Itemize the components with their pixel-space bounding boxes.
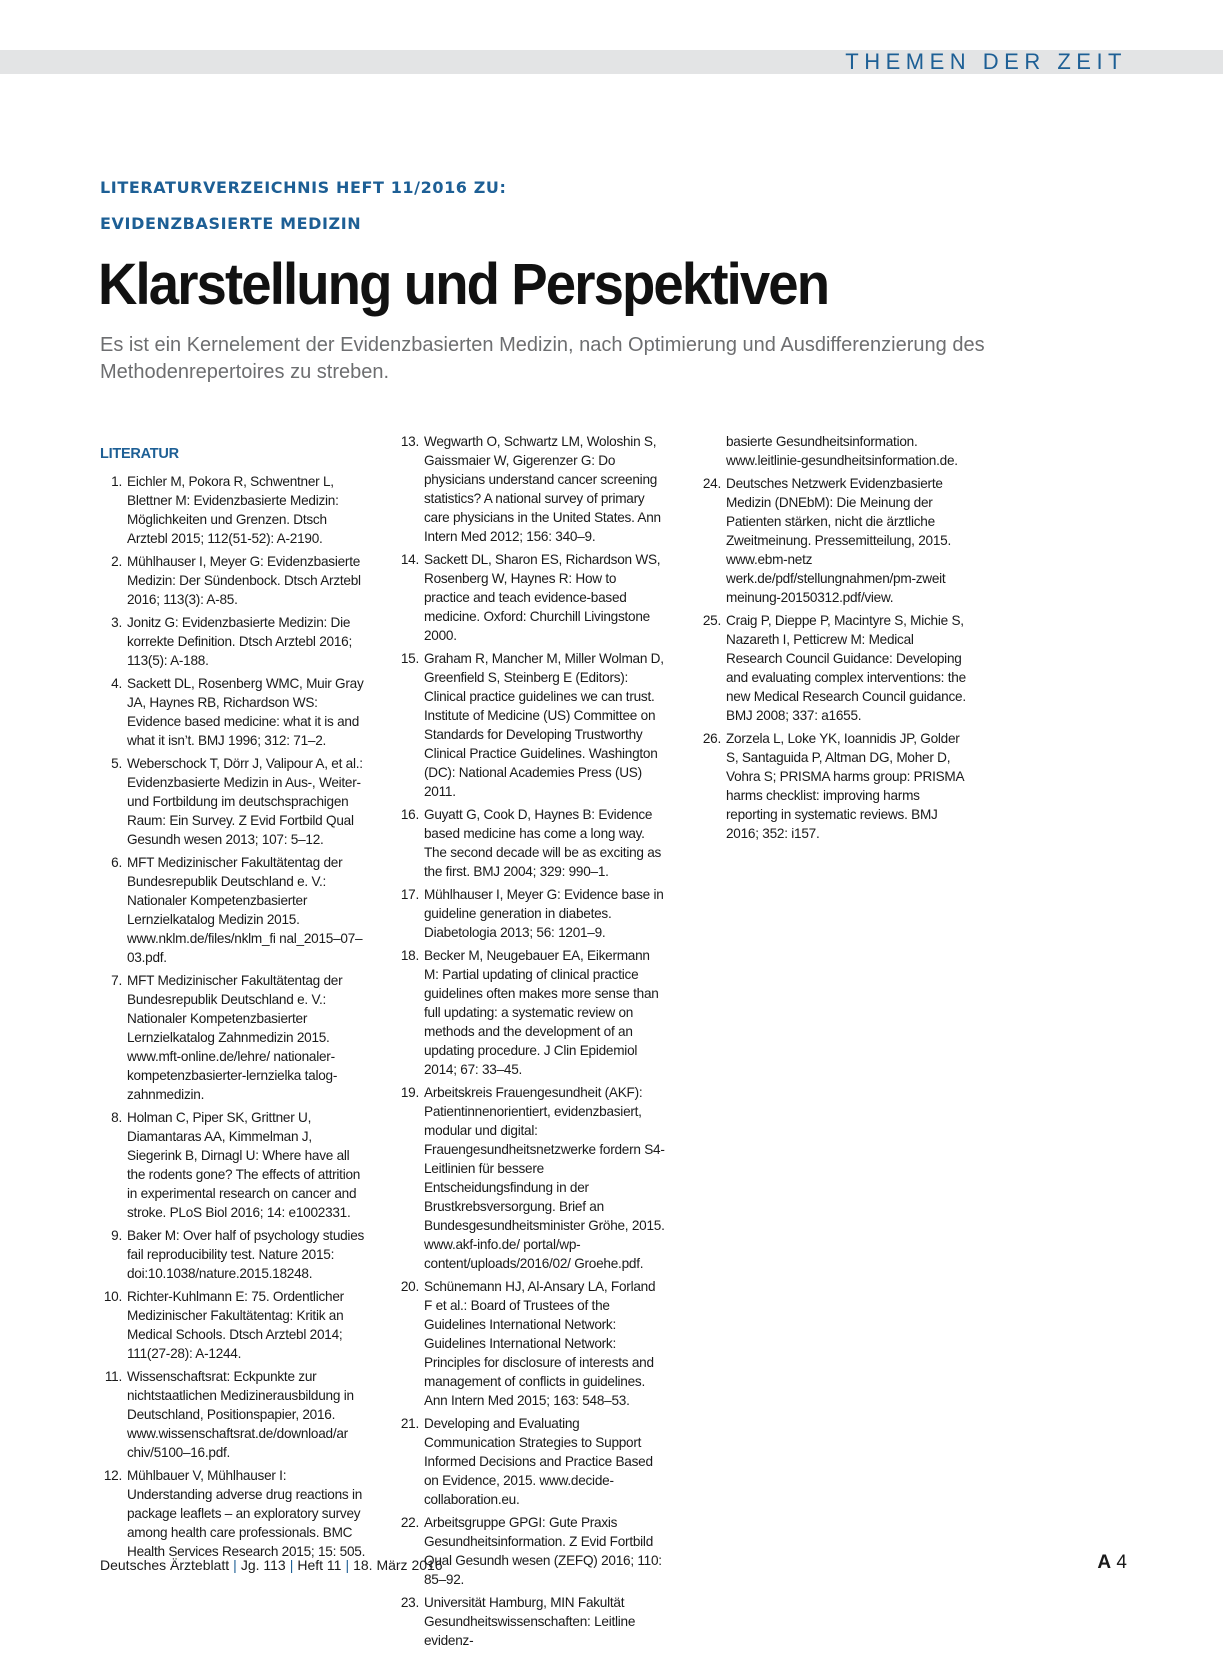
reference-number: 10. <box>103 1289 122 1304</box>
reference-text: Holman C, Piper SK, Grittner U, Diamantaras AA, Kimmelman J, Siegerink B, Dirnagl U: Where have all the rodents gone? The effects of attrition in experimental research on cancer and stroke. PLoS Biol 2016; 14: e1002331. <box>127 1110 361 1220</box>
reference-item <box>100 754 368 849</box>
reference-number: 22. <box>400 1515 419 1530</box>
reference-text: Weberschock T, Dörr J, Valipour A, et al.: Evidenzbasierte Medizin in Aus-, Weiter- und Fortbildung im deutschsprachigen Raum: Ein Survey. Z Evid Fortbild Qual Gesundh wesen 2013; 107: 5–12. <box>127 756 363 847</box>
reference-item <box>397 550 665 645</box>
reference-number: 8. <box>111 1110 122 1125</box>
footer-separator: | <box>233 1557 237 1573</box>
reference-text: Eichler M, Pokora R, Schwentner L, Blettner M: Evidenzbasierte Medizin: Möglichkeiten und Grenzen. Dtsch Arztebl 2015; 112(51-52): A-2190. <box>127 474 339 546</box>
reference-item <box>397 1083 665 1273</box>
reference-text: Universität Hamburg, MIN Fakultät Gesundheitswissenschaften: Leitline evidenz- <box>424 1595 636 1648</box>
reference-item <box>397 432 665 546</box>
reference-text: Mühlhauser I, Meyer G: Evidenzbasierte Medizin: Der Sündenbock. Dtsch Arztebl 2016; 113(3): A-85. <box>127 554 361 607</box>
reference-text: Mühlhauser I, Meyer G: Evidence base in guideline generation in diabetes. Diabetologia 2013; 56: 1201–9. <box>424 887 664 940</box>
reference-number: 1. <box>111 474 122 489</box>
reference-number: 17. <box>400 887 419 902</box>
reference-number: 16. <box>400 807 419 822</box>
reference-number: 2. <box>111 554 122 569</box>
page-number <box>1097 1552 1127 1574</box>
kicker-line-2: EVIDENZBASIERTE MEDIZIN <box>100 214 362 233</box>
reference-text: Becker M, Neugebauer EA, Eikermann M: Partial updating of clinical practice guidelines often makes more sense than full updating: a systematic review on methods and the development of an updating procedure. J Clin Epidemiol 2014; 67: 33–45. <box>424 948 659 1077</box>
page-prefix: A <box>1097 1552 1112 1573</box>
reference-item <box>397 885 665 942</box>
reference-text: Arbeitskreis Frauengesundheit (AKF): Patientinnenorientiert, evidenzbasiert, modular und digital: Frauengesundheitsnetzwerke fordern S4-Leitlinien für bessere Entscheidungsfindung in der Brustkrebsversorgung. Brief an Bundesgesundheitsminister Gröhe, 2015. www.akf-info.de/ portal/wp-content/uploads/2016/02/ Groehe.pdf. <box>424 1085 665 1271</box>
reference-number: 20. <box>400 1279 419 1294</box>
reference-number: 21. <box>400 1416 419 1431</box>
reference-23-continuation: basierte Gesundheitsinformation. www.leitlinie-gesundheitsinformation.de. <box>726 434 958 468</box>
reference-item <box>397 805 665 881</box>
reference-text: Richter-Kuhlmann E: 75. Ordentlicher Medizinischer Fakultätentag: Kritik an Medical Schools. Dtsch Arztebl 2014; 111(27-28): A-1244. <box>127 1289 344 1361</box>
reference-text: Graham R, Mancher M, Miller Wolman D, Greenfield S, Steinberg E (Editors): Clinical practice guidelines we can trust. Institute of Medicine (US) Committee on Standards for Developing Trustworthy Clinical Practice Guidelines. Washington (DC): National Academies Press (US) 2011. <box>424 651 664 799</box>
reference-text: MFT Medizinischer Fakultätentag der Bundesrepublik Deutschland e. V.: Nationaler Kompetenzbasierter Lernzielkatalog Medizin 2015. www.nklm.de/files/nklm_fi nal_2015–07–03.pdf. <box>127 855 363 965</box>
reference-number: 25. <box>702 613 721 628</box>
reference-item <box>100 1287 368 1363</box>
reference-text: Arbeitsgruppe GPGI: Gute Praxis Gesundheitsinformation. Z Evid Fortbild Qual Gesundh wesen (ZEFQ) 2016; 110: 85–92. <box>424 1515 662 1587</box>
reference-text: Jonitz G: Evidenzbasierte Medizin: Die korrekte Definition. Dtsch Arztebl 2016; 113(5): A-188. <box>127 615 352 668</box>
reference-item <box>100 1108 368 1222</box>
article-lead: Es ist ein Kernelement der Evidenzbasierten Medizin, nach Optimierung und Ausdifferenzierung des Methodenrepertoires zu streben. <box>100 334 985 383</box>
references-column-1 <box>100 444 368 1565</box>
reference-number: 3. <box>111 615 122 630</box>
reference-text: Sackett DL, Rosenberg WMC, Muir Gray JA, Haynes RB, Richardson WS: Evidence based medicine: what it is and what it isn’t. BMJ 1996; 312: 71–2. <box>127 676 364 748</box>
reference-text: Craig P, Dieppe P, Macintyre S, Michie S, Nazareth I, Petticrew M: Medical Research Council Guidance: Developing and evaluating complex interventions: the new Medical Research Council guidance. BMJ 2008; 337: a1655. <box>726 613 966 723</box>
references-column-3 <box>699 432 967 847</box>
reference-item <box>100 674 368 750</box>
reference-number: 9. <box>111 1228 122 1243</box>
journal-issue: Heft 11 <box>297 1557 342 1573</box>
footer-citation <box>100 1557 443 1573</box>
reference-item <box>100 613 368 670</box>
page-number-value: 4 <box>1116 1552 1127 1573</box>
reference-text: Developing and Evaluating Communication Strategies to Support Informed Decisions and Practice Based on Evidence, 2015. www.decide-collaboration.eu. <box>424 1416 653 1507</box>
reference-number: 24. <box>702 476 721 491</box>
reference-text: Zorzela L, Loke YK, Ioannidis JP, Golder S, Santaguida P, Altman DG, Moher D, Vohra S; PRISMA harms group: PRISMA harms checklist: improving harms reporting in systematic reviews. BMJ 2016; 352: i157. <box>726 731 964 841</box>
reference-item <box>699 611 967 725</box>
reference-item <box>699 729 967 843</box>
reference-number: 11. <box>104 1369 122 1384</box>
journal-date: 18. März 2016 <box>353 1557 443 1573</box>
reference-number: 6. <box>111 855 122 870</box>
reference-number: 13. <box>400 434 419 449</box>
reference-item <box>397 1414 665 1509</box>
reference-item <box>100 552 368 609</box>
kicker-line-1: LITERATURVERZEICHNIS HEFT 11/2016 ZU: <box>100 178 507 197</box>
reference-item <box>397 946 665 1079</box>
reference-text: Sackett DL, Sharon ES, Richardson WS, Rosenberg W, Haynes R: How to practice and teach evidence-based medicine. Oxford: Churchill Livingstone 2000. <box>424 552 661 643</box>
reference-item <box>397 1277 665 1410</box>
reference-number: 14. <box>400 552 419 567</box>
reference-number: 15. <box>400 651 419 666</box>
literature-heading: LITERATUR <box>100 446 179 462</box>
footer-separator: | <box>345 1557 350 1573</box>
reference-text: Wissenschaftsrat: Eckpunkte zur nichtstaatlichen Medizinerausbildung in Deutschland, Positionspapier, 2016. www.wissenschaftsrat.de/download/ar chiv/5100–16.pdf. <box>127 1369 354 1460</box>
reference-number: 5. <box>111 756 122 771</box>
reference-item <box>397 1593 665 1650</box>
reference-item <box>100 1367 368 1462</box>
references-column-2 <box>397 432 665 1654</box>
reference-text: Mühlbauer V, Mühlhauser I: Understanding adverse drug reactions in package leaflets – an exploratory survey among health care professionals. BMC Health Services Research 2015; 15: 505. <box>127 1468 366 1559</box>
section-label: THEMEN DER ZEIT <box>845 49 1127 74</box>
reference-item <box>100 472 368 548</box>
journal-volume: Jg. 113 <box>240 1557 286 1573</box>
reference-number: 7. <box>111 973 122 988</box>
reference-item <box>100 971 368 1104</box>
reference-number: 18. <box>400 948 419 963</box>
reference-number: 19. <box>400 1085 419 1100</box>
reference-text: Wegwarth O, Schwartz LM, Woloshin S, Gaissmaier W, Gigerenzer G: Do physicians understand cancer screening statistics? A national survey of primary care physicians in the United States. Ann Intern Med 2012; 156: 340–9. <box>424 434 661 544</box>
footer-separator: | <box>289 1557 294 1573</box>
reference-item <box>397 1513 665 1589</box>
journal-name: Deutsches Ärzteblatt <box>100 1557 230 1573</box>
reference-item <box>100 1226 368 1283</box>
reference-item <box>100 853 368 967</box>
reference-text: Guyatt G, Cook D, Haynes B: Evidence based medicine has come a long way. The second decade will be as exciting as the first. BMJ 2004; 329: 990–1. <box>424 807 662 879</box>
reference-item <box>699 474 967 607</box>
reference-text: MFT Medizinischer Fakultätentag der Bundesrepublik Deutschland e. V.: Nationaler Kompetenzbasierter Lernzielkatalog Zahnmedizin 2015. www.mft-online.de/lehre/ nationaler-kompetenzbasierter-lernzielka talog-zahnmedizin. <box>127 973 343 1102</box>
reference-text: Deutsches Netzwerk Evidenzbasierte Medizin (DNEbM): Die Meinung der Patienten stärken, nicht die ärztliche Zweitmeinung. Pressemitteilung, 2015. www.ebm-netz werk.de/pdf/stellungnahmen/pm-zweit meinung-20150312.pdf/view. <box>726 476 951 605</box>
reference-number: 26. <box>702 731 721 746</box>
reference-number: 12. <box>103 1468 122 1483</box>
reference-number: 23. <box>400 1595 419 1610</box>
reference-number: 4. <box>111 676 122 691</box>
reference-item <box>397 649 665 801</box>
reference-text: Baker M: Over half of psychology studies fail reproducibility test. Nature 2015: doi:10.1038/nature.2015.18248. <box>127 1228 365 1281</box>
reference-item <box>100 1466 368 1561</box>
reference-text: Schünemann HJ, Al-Ansary LA, Forland F et al.: Board of Trustees of the Guidelines International Network: Guidelines International Network: Principles for disclosure of interests and management of conflicts in guidelines. Ann Intern Med 2015; 163: 548–53. <box>424 1279 656 1408</box>
article-title: Klarstellung und Perspektiven <box>98 252 829 317</box>
